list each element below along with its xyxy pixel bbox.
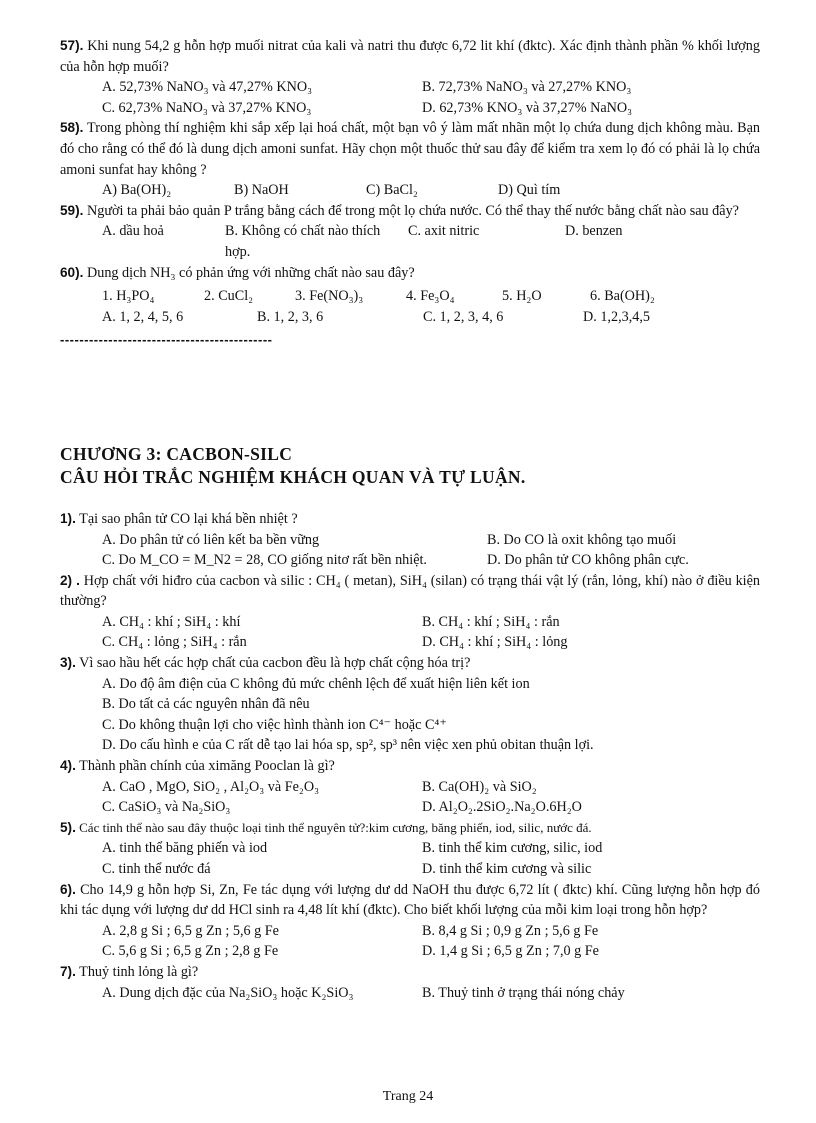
c1-options-row1 xyxy=(60,530,760,551)
option-c: C. axit nitric xyxy=(408,223,480,240)
question-4: 4). Thành phần chính của ximăng Pooclan là gì? xyxy=(60,758,335,775)
option-a: A. tinh thể băng phiến và iod xyxy=(102,840,268,857)
option-a: A) Ba(OH)₂ xyxy=(102,182,172,199)
option-b: B) NaOH xyxy=(234,182,289,199)
q57-options-row1 xyxy=(60,77,760,98)
option-b: B. Do tất cả các nguyên nhân đã nêu xyxy=(102,696,310,713)
option-b: B. CH₄ : khí ; SiH₄ : rắn xyxy=(422,613,560,630)
option-a: A. 2,8 g Si ; 6,5 g Zn ; 5,6 g Fe xyxy=(102,922,279,939)
c5-options-row2 xyxy=(60,859,760,880)
option-c: C. 62,73% NaNO₃ và 37,27% KNO₃ xyxy=(102,99,312,116)
item-2: 2. CuCl₂ xyxy=(204,288,254,305)
option-a: A. 1, 2, 4, 5, 6 xyxy=(102,308,184,325)
item-3: 3. Fe(NO₃)₃ xyxy=(295,288,364,305)
q60-options xyxy=(60,307,760,328)
option-c: C. Do không thuận lợi cho việc hình thành ion C⁴⁻ hoặc C⁴⁺ xyxy=(102,716,447,733)
option-d: D. 62,73% KNO₃ và 37,27% NaNO₃ xyxy=(422,99,633,116)
item-6: 6. Ba(OH)₂ xyxy=(590,288,655,305)
question-2: 2) . Hợp chất với hiđro của cacbon và silic : CH₄ ( metan), SiH₄ (silan) có trạng thái vật lý (rắn, lỏng, khí) nào ở điều kiện thường? xyxy=(60,572,761,610)
q58-options xyxy=(60,180,760,201)
c4-options-row2 xyxy=(60,797,760,818)
c2-options-row2 xyxy=(60,632,760,653)
option-c: C. tinh thể nước đá xyxy=(102,861,211,877)
option-b: B. Thuỷ tinh ở trạng thái nóng chảy xyxy=(422,984,625,1001)
document-page xyxy=(60,36,760,1003)
option-d: D) Quì tím xyxy=(498,182,561,199)
question-5: 5). Các tinh thể nào sau đây thuộc loại tinh thể nguyên tử?:kim cương, băng phiến, iod, silic, nước đá. xyxy=(60,819,592,835)
option-d: D. Do phân tử CO không phân cực. xyxy=(487,552,689,569)
option-b: B. 72,73% NaNO₃ và 27,27% KNO₃ xyxy=(422,79,632,96)
c2-options-row1 xyxy=(60,612,760,633)
option-b: B. 1, 2, 3, 6 xyxy=(257,308,324,325)
question-58: 58). Trong phòng thí nghiệm khi sắp xếp lại hoá chất, một bạn vô ý làm mất nhãn một lọ chứa dung dịch không màu. Bạn đó cho rằng có thể đó là dung dịch amoni sunfat. Hãy chọn một thuốc thử sau đây để kiểm tra xem lọ đó có phải là lọ chứa amoni sunfat hay không ? xyxy=(60,120,760,178)
option-a: A. Do phân tử có liên kết ba bền vững xyxy=(102,531,320,548)
c6-options-row2 xyxy=(60,941,760,962)
option-a: A. CaO , MgO, SiO₂ , Al₂O₃ và Fe₂O₃ xyxy=(102,778,320,795)
c6-options-row1 xyxy=(60,921,760,942)
question-3: 3). Vì sao hầu hết các hợp chất của cacbon đều là hợp chất cộng hóa trị? xyxy=(60,655,471,672)
option-d: D. benzen xyxy=(565,223,623,240)
q57-options-row2 xyxy=(60,98,760,119)
c1-options-row2 xyxy=(60,550,760,571)
question-60: 60). Dung dịch NH₃ có phản ứng với những chất nào sau đây? xyxy=(60,264,415,281)
separator-line: -------------------------------------------- xyxy=(60,332,273,348)
chapter-subtitle: CÂU HỎI TRẮC NGHIỆM KHÁCH QUAN VÀ TỰ LUẬN. xyxy=(60,466,526,487)
option-c: C) BaCl₂ xyxy=(366,182,418,199)
question-1: 1). Tại sao phân tử CO lại khá bền nhiệt ? xyxy=(60,510,298,527)
question-7: 7). Thuỷ tinh lỏng là gì? xyxy=(60,963,199,980)
option-d: D. tinh thể kim cương và silic xyxy=(422,861,592,877)
c5-options-row1 xyxy=(60,838,760,859)
item-1: 1. H₃PO₄ xyxy=(102,288,155,305)
option-b: B. tinh thể kim cương, silic, iod xyxy=(422,840,603,857)
option-c: C. 1, 2, 3, 4, 6 xyxy=(423,308,504,325)
option-b: B. Ca(OH)₂ và SiO₂ xyxy=(422,778,537,795)
q59-options xyxy=(60,221,760,262)
option-d: D. CH₄ : khí ; SiH₄ : lỏng xyxy=(422,634,568,651)
question-6: 6). Cho 14,9 g hỗn hợp Si, Zn, Fe tác dụng với lượng dư dd NaOH thu được 6,72 lít ( đktc) khí. Cũng lượng hỗn hợp đó khi tác dụng với lượng dư dd HCl sinh ra 4,48 lít khí (đktc). Cho biết khối lượng của mỗi kim loại trong hỗn hợp? xyxy=(60,881,760,919)
option-b: B. Do CO là oxit không tạo muối xyxy=(487,531,677,548)
option-d: D. 1,4 g Si ; 6,5 g Zn ; 7,0 g Fe xyxy=(422,943,599,960)
option-a: A. Dung dịch đặc của Na₂SiO₃ hoặc K₂SiO₃ xyxy=(102,984,354,1001)
option-c: C. CaSiO₃ và Na₂SiO₃ xyxy=(102,799,231,816)
q60-items xyxy=(60,286,760,307)
option-d: D. 1,2,3,4,5 xyxy=(583,308,650,325)
page-number: Trang 24 xyxy=(382,1089,434,1104)
option-d: D. Do cấu hình e của C rất dễ tạo lai hóa sp, sp², sp³ nên việc xen phủ obitan thuận lợi. xyxy=(102,737,594,754)
option-a: A. Do độ âm điện của C không đủ mức chênh lệch để xuất hiện liên kết ion xyxy=(102,675,530,692)
item-5: 5. H₂O xyxy=(502,288,542,305)
option-c: C. Do M_CO = M_N2 = 28, CO giống nitơ rất bền nhiệt. xyxy=(102,552,427,569)
option-a: A. CH₄ : khí ; SiH₄ : khí xyxy=(102,613,241,630)
question-57: 57). Khi nung 54,2 g hỗn hợp muối nitrat của kali và natri thu được 6,72 lit khí (đktc). Xác định thành phần % khối lượng của hỗn hợp muối? xyxy=(60,38,760,75)
option-d: D. Al₂O₂.2SiO₂.Na₂O.6H₂O xyxy=(422,799,582,816)
item-4: 4. Fe₃O₄ xyxy=(406,288,455,305)
option-c: C. 5,6 g Si ; 6,5 g Zn ; 2,8 g Fe xyxy=(102,943,279,960)
c4-options-row1 xyxy=(60,777,760,798)
option-b: B. Không có chất nào thích hợp. xyxy=(225,223,381,260)
option-a: A. dầu hoả xyxy=(102,223,164,240)
chapter-title: CHƯƠNG 3: CACBON-SILC xyxy=(60,443,293,464)
question-59: 59). Người ta phải bảo quản P trắng bằng cách để trong một lọ chứa nước. Có thể thay thế nước bằng chất nào sau đây? xyxy=(60,202,739,219)
option-a: A. 52,73% NaNO₃ và 47,27% KNO₃ xyxy=(102,79,313,96)
c7-options-row1 xyxy=(60,983,760,1004)
option-b: B. 8,4 g Si ; 0,9 g Zn ; 5,6 g Fe xyxy=(422,922,599,939)
option-c: C. CH₄ : lỏng ; SiH₄ : rắn xyxy=(102,634,247,651)
